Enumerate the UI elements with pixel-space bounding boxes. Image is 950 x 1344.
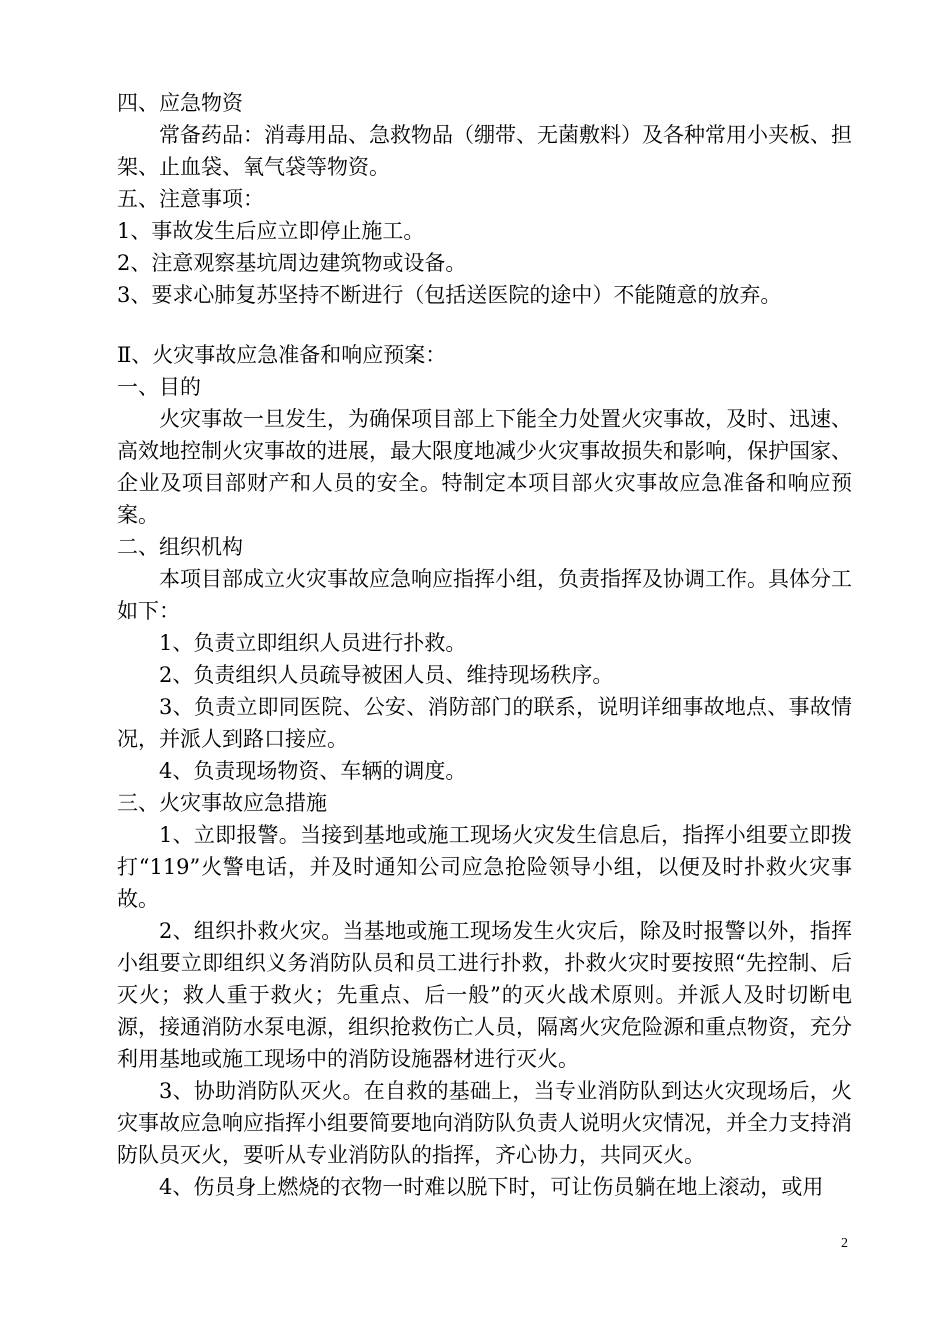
paragraph: 一、目的 [117,375,201,399]
paragraph: 1、负责立即组织人员进行扑救。 [159,631,467,655]
page-number: 2 [841,1236,848,1251]
paragraph: 4、伤员身上燃烧的衣物一时难以脱下时，可让伤员躺在地上滚动，或用 [159,1175,824,1199]
paragraph: 3、协助消防队灭火。在自救的基础上，当专业消防队到达火灾现场后，火灾事故应急响应指挥小组要简要地向消防队负责人说明火灾情况，并全力支持消防队员灭火，要听从专业消防队的指挥，齐心协力，共同灭火。 [117,1079,852,1167]
paragraph: 四、应急物资 [117,91,243,115]
paragraph: 3、负责立即同医院、公安、消防部门的联系，说明详细事故地点、事故情况，并派人到路口接应。 [117,695,852,751]
paragraph: Ⅱ、火灾事故应急准备和响应预案： [117,343,447,367]
paragraph: 二、组织机构 [117,535,243,559]
document-body [117,87,852,1203]
paragraph: 三、火灾事故应急措施 [117,791,327,815]
paragraph: 五、注意事项： [117,187,264,211]
paragraph: 4、负责现场物资、车辆的调度。 [159,759,467,783]
paragraph: 2、注意观察基坑周边建筑物或设备。 [117,251,467,275]
paragraph: 2、组织扑救火灾。当基地或施工现场发生火灾后，除及时报警以外，指挥小组要立即组织义务消防队员和员工进行扑救，扑救火灾时要按照“先控制、后灭火；救人重于救火；先重点、后一般”的灭火战术原则。并派人及时切断电源，接通消防水泵电源，组织抢救伤亡人员，隔离火灾危险源和重点物资，充分利用基地或施工现场中的消防设施器材进行灭火。 [117,919,852,1071]
paragraph: 火灾事故一旦发生，为确保项目部上下能全力处置火灾事故，及时、迅速、高效地控制火灾事故的进展，最大限度地减少火灾事故损失和影响，保护国家、企业及项目部财产和人员的安全。特制定本项目部火灾事故应急准备和响应预案。 [117,407,852,527]
paragraph: 2、负责组织人员疏导被困人员、维持现场秩序。 [159,663,614,687]
paragraph: 本项目部成立火灾事故应急响应指挥小组，负责指挥及协调工作。具体分工如下： [117,567,852,623]
paragraph: 1、事故发生后应立即停止施工。 [117,219,425,243]
paragraph: 3、要求心肺复苏坚持不断进行（包括送医院的途中）不能随意的放弃。 [117,283,782,307]
paragraph-gap [117,311,852,339]
paragraph: 常备药品：消毒用品、急救物品（绷带、无菌敷料）及各种常用小夹板、担架、止血袋、氧气袋等物资。 [117,123,852,179]
paragraph: 1、立即报警。当接到基地或施工现场火灾发生信息后，指挥小组要立即拨打“119”火警电话，并及时通知公司应急抢险领导小组，以便及时扑救火灾事故。 [117,823,852,911]
